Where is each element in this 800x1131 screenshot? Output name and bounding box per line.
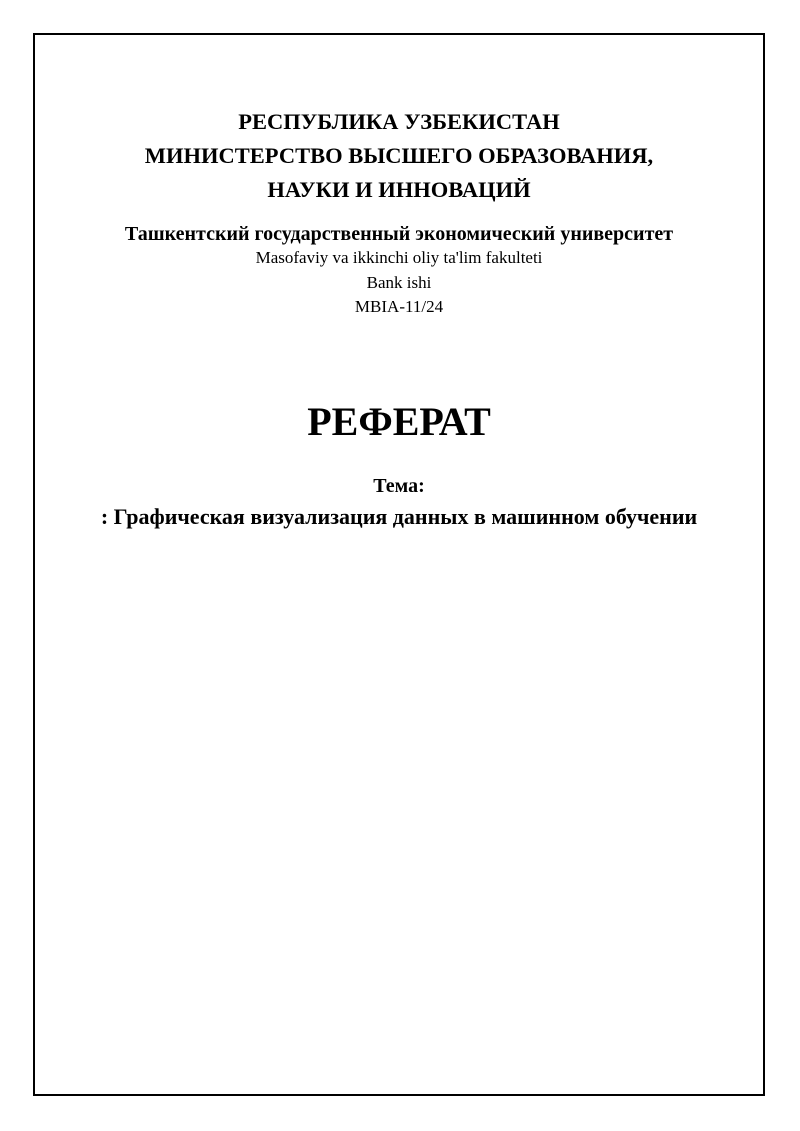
topic-title: : Графическая визуализация данных в машинном обучении (100, 504, 698, 529)
faculty-name: Masofaviy va ikkinchi oliy ta'lim fakulteti (255, 248, 543, 267)
department-name: Bank ishi (366, 272, 432, 292)
document-type-title: РЕФЕРАТ (307, 399, 491, 444)
university-name: Ташкентский государственный экономический университет (124, 223, 674, 245)
faculty-info (45, 246, 753, 320)
ministry-line: МИНИСТЕРСТВО ВЫСШЕГО ОБРАЗОВАНИЯ, (144, 143, 654, 168)
topic-label: Тема: (373, 475, 425, 497)
country-line: РЕСПУБЛИКА УЗБЕКИСТАН (238, 109, 560, 134)
ministry-line-continued: НАУКИ И ИННОВАЦИЙ (267, 177, 531, 202)
group-code: MBIA-11/24 (354, 297, 444, 316)
page-border (33, 33, 765, 1096)
ministry-header (65, 105, 733, 207)
